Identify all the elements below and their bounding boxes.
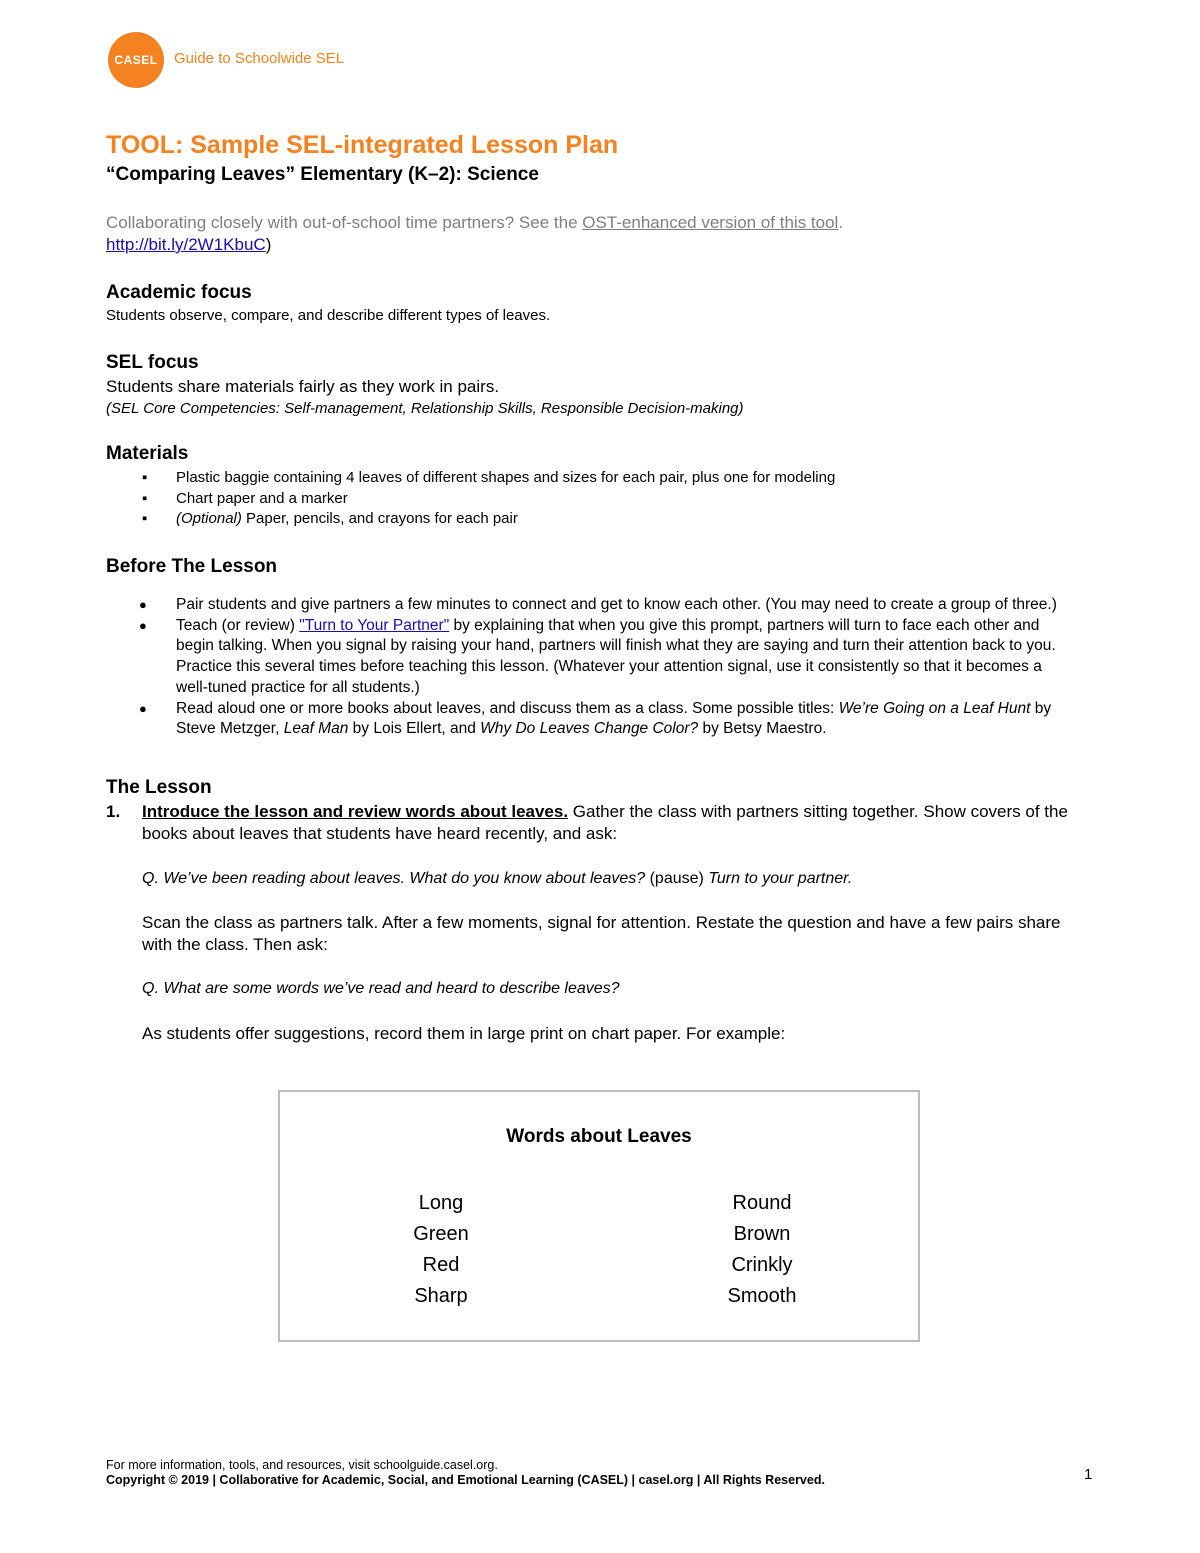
page-title: TOOL: Sample SEL-integrated Lesson Plan: [106, 131, 619, 159]
step-number: 1.: [106, 802, 121, 821]
bullet-icon: ▪: [142, 510, 148, 527]
optional-label: (Optional): [176, 510, 242, 527]
step-title: Introduce the lesson and review words about leaves.: [142, 802, 569, 821]
bullet-icon: ▪: [142, 489, 148, 507]
materials-item-text: Chart paper and a marker: [176, 489, 348, 507]
before-lesson-item-text: Pair students and give partners a few minutes to connect and get to know each other. (You may need to create a group of three.): [176, 596, 1057, 613]
ost-version-link[interactable]: OST-enhanced version of this tool: [582, 213, 839, 232]
word-item: Sharp: [414, 1285, 468, 1307]
materials-item-text: Paper, pencils, and crayons for each pair: [246, 510, 518, 527]
question-1: [142, 868, 1092, 890]
bullet-icon: ▪: [142, 469, 148, 486]
book-title: Why Do Leaves Change Color?: [480, 720, 699, 738]
sel-focus-text: Students share materials fairly as they work in pairs.: [106, 377, 500, 396]
book-title: We’re Going on a Leaf Hunt: [838, 699, 1031, 717]
item-text: by Steve Metzger,: [176, 699, 1052, 738]
materials-item: [106, 489, 835, 510]
sel-competencies: (SEL Core Competencies: Self-management, Relationship Skills, Responsible Decision-making): [106, 400, 744, 417]
step-text: Gather the class with partners sitting together. Show covers of the books about leaves that students have heard recently, and ask:: [142, 802, 1068, 843]
question-text: Q. We’ve been reading about leaves. What do you know about leaves?: [142, 870, 646, 887]
word-item: Round: [732, 1192, 792, 1214]
lesson-step-1: [106, 801, 1096, 845]
ost-note-prefix: Collaborating closely with out-of-school time partners? See the: [106, 213, 583, 232]
word-item: Crinkly: [731, 1254, 793, 1276]
word-item: Brown: [733, 1223, 791, 1245]
ost-note-period: .: [838, 213, 844, 232]
sel-focus-heading: SEL focus: [106, 352, 199, 373]
casel-logo: [108, 32, 164, 88]
word-item: Green: [413, 1223, 469, 1245]
item-text: Teach (or review): [176, 616, 300, 634]
words-about-leaves-box: [278, 1090, 920, 1342]
ost-note: [106, 212, 1066, 256]
academic-focus-text: Students observe, compare, and describe different types of leaves.: [106, 307, 551, 324]
bullet-icon: ●: [139, 597, 147, 612]
item-text: Read aloud one or more books about leaves, and discuss them as a class. Some possible titles:: [176, 699, 839, 717]
materials-item: [106, 509, 835, 530]
bullet-icon: ●: [139, 700, 147, 716]
pause-text: (pause): [645, 870, 709, 887]
turn-to-partner-link[interactable]: "Turn to Your Partner": [299, 616, 450, 634]
footer-copyright: Copyright © 2019 | Collaborative for Academic, Social, and Emotional Learning (CASEL) | casel.org | All Rights Reserved.: [106, 1473, 825, 1487]
record-paragraph: As students offer suggestions, record them in large print on chart paper. For example:: [142, 1024, 786, 1043]
words-right-column: [662, 1188, 862, 1312]
word-item: Long: [418, 1192, 464, 1214]
question-2: Q. What are some words we’ve read and heard to describe leaves?: [142, 980, 620, 997]
footer-info: For more information, tools, and resources, visit schoolguide.casel.org.: [106, 1458, 498, 1472]
materials-item-text: Plastic baggie containing 4 leaves of different shapes and sizes for each pair, plus one for modeling: [176, 469, 836, 486]
materials-heading: Materials: [106, 443, 189, 464]
scan-paragraph: Scan the class as partners talk. After a few moments, signal for attention. Restate the question and have a few pairs share with the class. Then ask:: [142, 913, 1061, 954]
academic-focus-heading: Academic focus: [106, 282, 252, 303]
before-lesson-item: [106, 616, 1066, 699]
word-item: Smooth: [727, 1285, 797, 1307]
logo-text: CASEL: [114, 53, 158, 67]
word-item: Red: [422, 1254, 460, 1276]
item-text: by Lois Ellert, and: [348, 720, 481, 738]
book-title: Leaf Man: [283, 720, 349, 738]
ost-close-paren: ): [265, 235, 272, 254]
words-box-title: Words about Leaves: [506, 1126, 692, 1147]
ost-url-link[interactable]: http://bit.ly/2W1KbuC: [106, 235, 266, 254]
before-lesson-heading: Before The Lesson: [106, 556, 278, 577]
materials-list: [106, 468, 835, 530]
bullet-icon: ●: [139, 617, 147, 633]
item-text: by Betsy Maestro.: [698, 720, 827, 738]
page-subtitle: “Comparing Leaves” Elementary (K–2): Science: [106, 164, 539, 185]
before-lesson-list: [106, 595, 1066, 740]
before-lesson-item: [106, 595, 1066, 616]
materials-item: [106, 468, 835, 489]
before-lesson-item: [106, 699, 1066, 740]
item-text: by explaining that when you give this prompt, partners will turn to face each other and begin talking. When you signal by raising your hand, partners will finish what they are saying and turn their attention back to you. Practice this several times before teaching this lesson. (Whatever your attention signal, use it consistently so that it becomes a well-tuned practice for all students.): [176, 616, 1056, 696]
question-text: Turn to your partner.: [708, 870, 853, 887]
the-lesson-heading: The Lesson: [106, 777, 212, 798]
page-number: 1: [1084, 1466, 1093, 1483]
words-left-column: [341, 1188, 541, 1312]
guide-title: Guide to Schoolwide SEL: [174, 50, 345, 67]
